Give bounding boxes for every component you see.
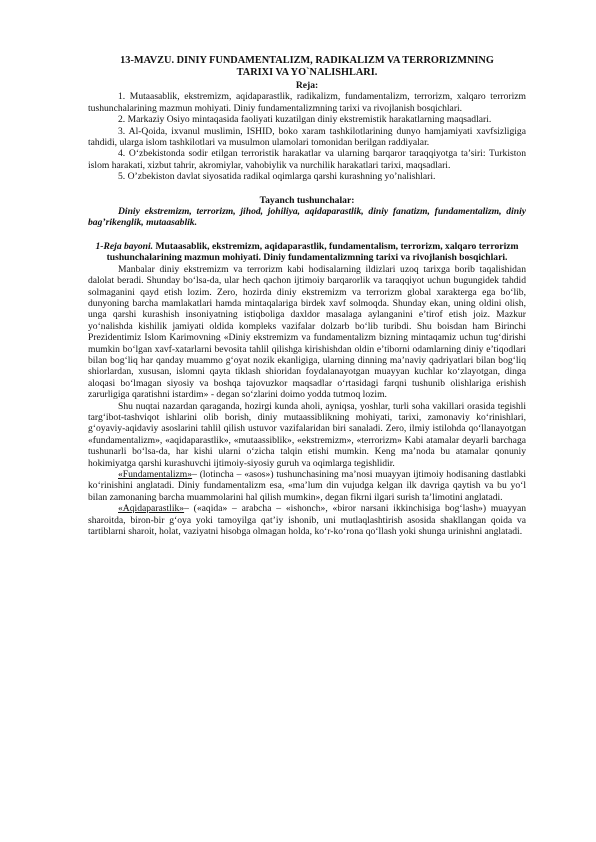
title-line-1: 13-MAVZU. DINIY FUNDAMENTALIZM, RADIKALIZM VA TERRORIZMNING <box>120 55 494 66</box>
paragraph-3-text: – (lotincha – «asos») tushunchasining ma’nosi muayyan ijtimoiy hodisaning dastlabki ko‘rinishini anglatadi. Diniy fundamentalizm esa, «ma’lum din vujudga kelgan ilk davriga qaytish va bu yo‘l bilan zamonaning barcha muammolarini hal qilish mumkin», degan fikrni ilgari surish ta’limotini anglatadi. <box>88 469 526 503</box>
plan-item-2: 2. Markaziy Osiyo mintaqasida faoliyati kuzatilgan diniy ekstremistik harakatlarning maqsadlari. <box>118 114 492 126</box>
key-terms-heading: Tayanch tushunchalar: <box>259 194 355 206</box>
section-1-title: Mutaasablik, ekstremizm, aqidaparastlik, fundamentalism, terrorizm, xalqaro terrorizm tushunchalarining mazmun mohiyati. Diniy fundamentalizmning tarixi va rivojlanish bosqichlari. <box>106 240 519 264</box>
section-1-lead: 1-Reja bayoni. <box>95 240 154 252</box>
plan-heading: Reja: <box>295 80 319 91</box>
plan-item-4: 4. O‘zbekistonda sodir etilgan terroristik harakatlar va ularning barqaror taraqqiyotga ta’siri: Turkiston islom harakati, xizbut tahrir, akromiylar, vahobiylik va nurchilik harakatlari tarixi, maqsadlari. <box>88 148 526 171</box>
paragraph-3 <box>88 469 526 503</box>
section-1-heading <box>88 241 526 264</box>
term-fundamentalizm: «Fundamentalizm» <box>118 469 193 480</box>
paragraph-1: Manbalar diniy ekstremizm va terrorizm kabi hodisalarning ildizlari uzoq tarixga borib taqalishidan dalolat beradi. Shunday bo‘lsa-da, ular hech qachon ijtimoiy barqarorlik va taraqqiyot uchun bugungidek tahdid solmaganini qayd etish lozim. Zero, hozirda diniy ekstremizm va terrorizm global xarakterga ega bo‘lib, dunyoning barcha mamlakatlari hamda mintaqalariga birdek xavf solmoqda. Shunday ekan, uning oldini olish, unga qarshi kurashish insoniyatning istiqboliga daxldor masalaga aylanganini e’tirof etish joiz. Mazkur yo‘nalishda kishilik jamiyati oldida kompleks vazifalar dolzarb bo‘lib turibdi. Shu boisdan ham Birinchi Prezidentimiz Islom Karimovning «Diniy ekstremizm va fundamentalizm bizning mintaqamiz uchun tug‘dirishi mumkin bo‘lgan xavf-xatarlarni bevosita tahlil qilishga kirishishdan oldin e’tiborni odamlarning diniy e’tiqodlari bilan bog‘liq har qanday muammo g‘oyat nozik ekanligiga, ularning dinning ma’naviy qadriyatlari bilan bog‘liq shiorlardan, xususan, islomni qayta tiklash shioridan foydalanayotgan muayyan kuchlar ko‘zlayotgan, dinga aloqasi bo‘lmagan siyosiy va boshqa tajovuzkor maqsadlar o‘rtasidagi farqni tushunib olishlariga erishish zarurligiga qaratishni istardim» - degan so‘zlarini doimo yodda tutmoq lozim. <box>88 263 526 401</box>
plan-item-5: 5. O’zbekiston davlat siyosatida radikal oqimlarga qarshi kurashning yo’nalishlari. <box>118 171 436 183</box>
plan-item-1: 1. Mutaasablik, ekstremizm, aqidaparastlik, radikalizm, fundamentalizm, terrorizm, xalqaro terrorizm tushunchalarining mazmun mohiyati. Diniy fundamentalizmning tarixi va rivojlanish bosqichlari. <box>88 91 526 114</box>
plan-list <box>88 91 526 182</box>
paragraph-4 <box>88 503 526 537</box>
term-aqidaparastlik: «Aqidaparastlik» <box>118 503 185 515</box>
key-terms: Diniy ekstremizm, terrorizm, jihod, johiliya, aqidaparastlik, diniy fanatizm, fundamentalizm, diniy bag’rikenglik, mutaasablik. <box>88 206 526 229</box>
plan-item-3: 3. Al-Qoida, ixvanul muslimin, ISHID, boko xaram tashkilotlarining dunyo hamjamiyati xavfsizligiga tahdidi, ularga islom tashkilotlari va musulmon ulamolari tomonidan berilgan raddiyalar. <box>88 125 526 149</box>
title-line-2: TARIXI VA YO`NALISHLARI. <box>236 67 378 78</box>
document-title <box>88 55 526 79</box>
document-page <box>88 55 526 537</box>
paragraph-4-text: – («aqida» – arabcha – «ishonch», «biror narsani ikkinchisiga bog‘lash») muayyan sharoitda, biron-bir g‘oya yoki tamoyilga qat’iy ishonib, uni mutlaqlashtirish asosida shakllangan qoida va tartiblarni sharoit, holat, vaziyatni hisobga olmagan holda, ko‘r-ko‘rona qo‘llash yoki shunga urinishni anglatadi. <box>88 503 526 538</box>
paragraph-2: Shu nuqtai nazardan qaraganda, hozirgi kunda aholi, ayniqsa, yoshlar, turli soha vakillari orasida tegishli targ‘ibot-tashviqot ishlarini olib borish, diniy mutaassiblikning mohiyati, tarixi, zamonaviy ko‘rinishlari, g‘oyaviy-aqidaviy asoslarini tahlil qilish ustuvor vazifalaridan biri sanaladi. Zero, ilmiy istilohda qo‘llanayotgan «fundamentalizm», «aqidaparastlik», «mutaassiblik», «ekstremizm», «terrorizm» Kabi atamalar deyarli barchaga tushunarli bo‘lsa-da, har kishi ularni o‘zicha talqin etishi mumkin. Keng ma’noda bu atamalar qonuniy hokimiyatga qarshi kurashuvchi ijtimoiy-siyosiy guruh va oqimlarga tegishlidir. <box>88 400 526 469</box>
